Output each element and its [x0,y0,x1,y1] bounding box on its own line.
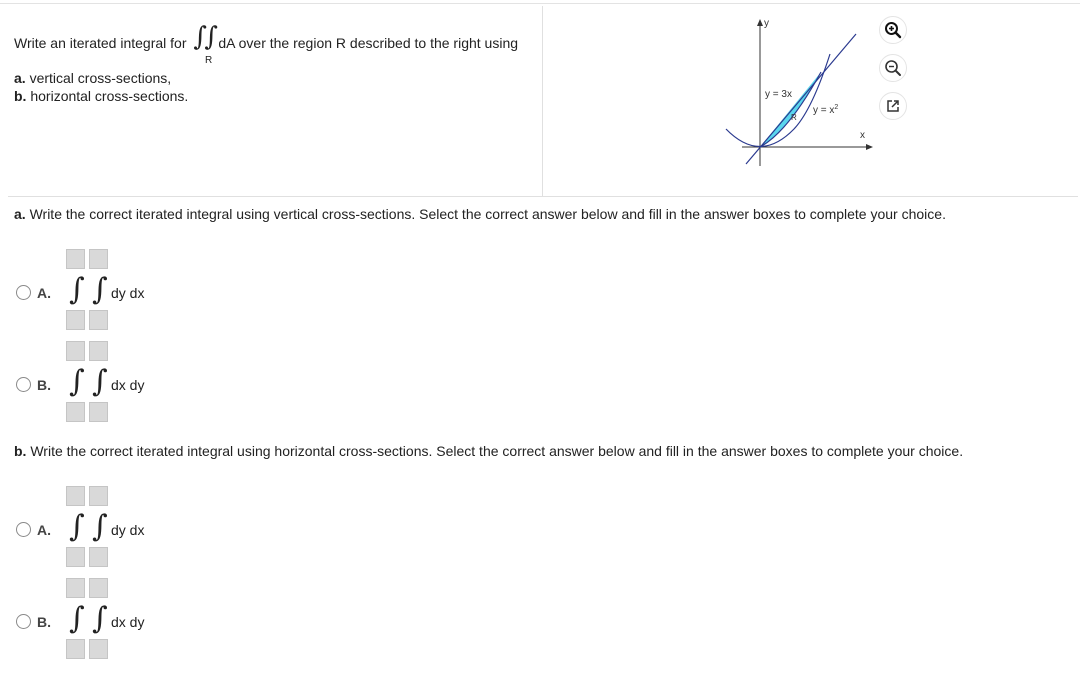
task-item-a [14,69,188,87]
part-b-choice-a-inner-integral-icon: ∫ [92,509,108,544]
part-a-choice-b-inner-upper-box[interactable] [89,341,108,361]
zoom-out-button[interactable] [879,54,907,82]
part-b-choice-b[interactable] [14,576,174,662]
part-a-choice-a-letter: A. [37,285,51,301]
region-subscript: R [205,55,213,66]
task-item-b-label: b. [14,88,27,104]
part-b-choice-b-outer-upper-box[interactable] [66,578,85,598]
parabola-label-base: y = x [813,105,835,116]
region-label: R [791,113,797,122]
zoom-in-button[interactable] [879,16,907,44]
part-a-choice-a-inner-lower-box[interactable] [89,310,108,330]
part-b-choice-b-outer-lower-box[interactable] [66,639,85,659]
part-b-choice-a-outer-lower-box[interactable] [66,547,85,567]
part-a-choice-a-outer-lower-box[interactable] [66,310,85,330]
task-item-b-text: horizontal cross-sections. [26,88,189,104]
y-axis-label: y [764,18,769,29]
part-a-choice-a-inner-upper-box[interactable] [89,249,108,269]
part-a-choice-a-differentials: dy dx [111,285,145,301]
x-axis-label: x [860,130,865,141]
part-a-choice-b-differentials: dx dy [111,377,145,393]
popout-button[interactable] [879,92,907,120]
part-b-choice-a-outer-integral-icon: ∫ [69,509,85,544]
part-a-choice-a-inner-integral-icon: ∫ [92,272,108,307]
part-a-label: a. [14,206,26,222]
double-integral-symbol: ∫ ∫ [193,22,218,52]
part-a-text: Write the correct iterated integral using vertical cross-sections. Select the correct answer below and fill in the answer boxes to complete your choice. [25,206,946,222]
part-b-choice-a-inner-lower-box[interactable] [89,547,108,567]
question-prompt [14,22,519,60]
part-a-choice-b-inner-integral-icon: ∫ [92,364,108,399]
line-label: y = 3x [765,89,792,100]
part-b-choice-a-inner-upper-box[interactable] [89,486,108,506]
part-a-choice-a-radio[interactable] [16,285,31,300]
part-b-choice-b-letter: B. [37,614,51,630]
task-item-a-text: vertical cross-sections, [25,70,172,86]
part-a-choice-a-outer-integral-icon: ∫ [69,272,85,307]
part-a-choice-b-inner-lower-box[interactable] [89,402,108,422]
parabola-label-exponent: 2 [834,104,839,111]
part-b-choice-b-inner-lower-box[interactable] [89,639,108,659]
part-b-choice-b-inner-integral-icon: ∫ [92,601,108,636]
part-a-instruction [14,206,946,222]
task-item-b [14,87,188,105]
part-b-instruction [14,443,963,459]
part-b-choice-a-radio[interactable] [16,522,31,537]
part-b-choice-b-differentials: dx dy [111,614,145,630]
parabola-label [813,104,838,116]
part-a-choice-b-outer-lower-box[interactable] [66,402,85,422]
part-a-choice-b-outer-upper-box[interactable] [66,341,85,361]
part-b-choice-b-outer-integral-icon: ∫ [69,601,85,636]
part-b-choice-a[interactable] [14,484,174,570]
zoom-in-icon [884,21,902,39]
part-b-choice-a-differentials: dy dx [111,522,145,538]
part-b-text: Write the correct iterated integral using horizontal cross-sections. Select the correct answer below and fill in the answer boxes to complete your choice. [26,443,964,459]
popout-icon [885,98,901,114]
part-a-choice-a[interactable] [14,247,174,333]
task-item-a-label: a. [14,70,26,86]
region-graph [720,14,880,174]
zoom-out-icon [884,59,902,77]
part-a-choice-b-radio[interactable] [16,377,31,392]
part-b-choice-b-inner-upper-box[interactable] [89,578,108,598]
part-a-choice-b[interactable] [14,339,174,425]
task-list [14,69,188,105]
part-a-choice-b-outer-integral-icon: ∫ [69,364,85,399]
line-y-3x [746,34,856,164]
part-b-label: b. [14,443,27,459]
prompt-integrand: dA over the region R described to the right using [218,35,519,51]
part-a-choice-b-letter: B. [37,377,51,393]
prompt-prefix: Write an iterated integral for [14,35,187,51]
part-a-choice-a-outer-upper-box[interactable] [66,249,85,269]
part-b-choice-a-letter: A. [37,522,51,538]
part-b-choice-b-radio[interactable] [16,614,31,629]
graph-svg [720,14,880,174]
part-b-choice-a-outer-upper-box[interactable] [66,486,85,506]
